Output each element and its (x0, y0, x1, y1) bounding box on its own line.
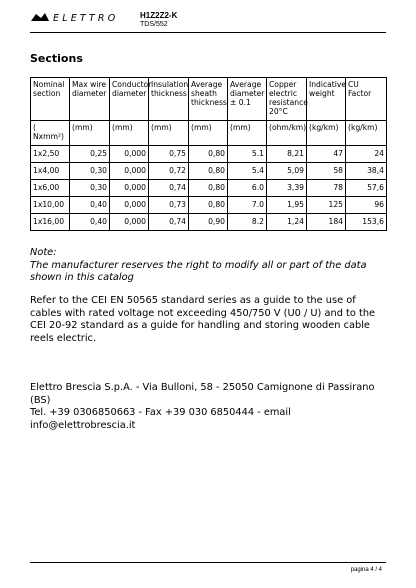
table-cell: 1,95 (267, 197, 307, 214)
product-code: H1Z2Z2-K (140, 11, 178, 20)
table-cell: 47 (307, 146, 346, 163)
table-cell: 0,80 (189, 180, 228, 197)
table-row (31, 180, 387, 197)
table-cell: 1x2,50 (31, 146, 70, 163)
table-cell: 78 (307, 180, 346, 197)
column-header: Nominal section (31, 78, 70, 121)
column-header: Insulation thickness (149, 78, 189, 121)
table-cell: 5.1 (228, 146, 267, 163)
company-address: Elettro Brescia S.p.A. - Via Bulloni, 58 - 25050 Camignone di Passirano (BS) (30, 382, 375, 406)
table-cell: 1x6,00 (31, 180, 70, 197)
table-row (31, 146, 387, 163)
table-cell: 0,000 (110, 214, 149, 231)
table-cell: 1x4,00 (31, 163, 70, 180)
elettro-logo (30, 10, 140, 24)
table-cell: 0,000 (110, 197, 149, 214)
note-text: The manufacturer reserves the right to modify all or part of the data shown in this catalog (30, 259, 367, 284)
table-cell: 58 (307, 163, 346, 180)
table-cell: 125 (307, 197, 346, 214)
unit-cell: (mm) (110, 121, 149, 146)
table-cell: 8.2 (228, 214, 267, 231)
unit-cell: (kg/km) (346, 121, 387, 146)
table-row (31, 197, 387, 214)
unit-cell: (mm) (189, 121, 228, 146)
unit-cell: (mm) (70, 121, 110, 146)
table-cell: 0,73 (149, 197, 189, 214)
column-header: Average diameter ± 0.1 (228, 78, 267, 121)
table-cell: 0,74 (149, 180, 189, 197)
table-cell: 0,80 (189, 163, 228, 180)
table-cell: 1,24 (267, 214, 307, 231)
table-cell: 0,30 (70, 180, 110, 197)
column-header: Indicative weight (307, 78, 346, 121)
table-cell: 5,09 (267, 163, 307, 180)
table-cell: 0,72 (149, 163, 189, 180)
brand-wordmark: ELETTRO (53, 13, 119, 24)
sections-table (30, 77, 387, 231)
company-info (30, 382, 390, 432)
table-row (31, 163, 387, 180)
table-cell: 7.0 (228, 197, 267, 214)
table-cell: 0,74 (149, 214, 189, 231)
section-title: Sections (30, 52, 83, 65)
page-number: pagina 4 / 4 (350, 567, 382, 573)
table-cell: 5.4 (228, 163, 267, 180)
disclaimer-note (30, 247, 390, 285)
table-row (31, 214, 387, 231)
table-cell: 38,4 (346, 163, 387, 180)
table-cell: 1x16,00 (31, 214, 70, 231)
table-cell: 24 (346, 146, 387, 163)
unit-cell: (kg/km) (307, 121, 346, 146)
unit-cell: ( Nxmm²) (31, 121, 70, 146)
footer-divider (30, 562, 386, 563)
unit-cell: (mm) (228, 121, 267, 146)
column-header: CU Factor (346, 78, 387, 121)
tds-reference: TDS/552 (140, 21, 168, 28)
table-cell: 0,75 (149, 146, 189, 163)
table-cell: 184 (307, 214, 346, 231)
units-row (31, 121, 387, 146)
table-header-row (31, 78, 387, 121)
column-header: Copper electric resistance 20°C (267, 78, 307, 121)
table-cell: 1x10,00 (31, 197, 70, 214)
table-cell: 0,40 (70, 197, 110, 214)
header-divider (30, 32, 386, 33)
table-cell: 153,6 (346, 214, 387, 231)
table-cell: 0,40 (70, 214, 110, 231)
table-cell: 57,6 (346, 180, 387, 197)
column-header: Conductor diameter (110, 78, 149, 121)
table-cell: 0,80 (189, 146, 228, 163)
column-header: Average sheath thickness (189, 78, 228, 121)
page-header (30, 8, 386, 34)
table-cell: 8,21 (267, 146, 307, 163)
table-cell: 0,25 (70, 146, 110, 163)
company-contacts: Tel. +39 0306850663 - Fax +39 030 6850444 - email info@elettrobrescia.it (30, 407, 291, 431)
table-cell: 0,80 (189, 197, 228, 214)
table-cell: 0,000 (110, 180, 149, 197)
table-cell: 6.0 (228, 180, 267, 197)
unit-cell: (ohm/km) (267, 121, 307, 146)
unit-cell: (mm) (149, 121, 189, 146)
table-cell: 0,30 (70, 163, 110, 180)
table-cell: 0,90 (189, 214, 228, 231)
table-cell: 3,39 (267, 180, 307, 197)
column-header: Max wire diameter (70, 78, 110, 121)
note-label: Note: (30, 247, 57, 258)
table-cell: 0,000 (110, 163, 149, 180)
table-cell: 0,000 (110, 146, 149, 163)
standards-reference: Refer to the CEI EN 50565 standard series as a guide to the use of cables with rated voltage not exceeding 450/750 V (U0 / U) and to the CEI 20-92 standard as a guide for handling and storing wooden cable reels electric. (30, 295, 376, 344)
table-cell: 96 (346, 197, 387, 214)
